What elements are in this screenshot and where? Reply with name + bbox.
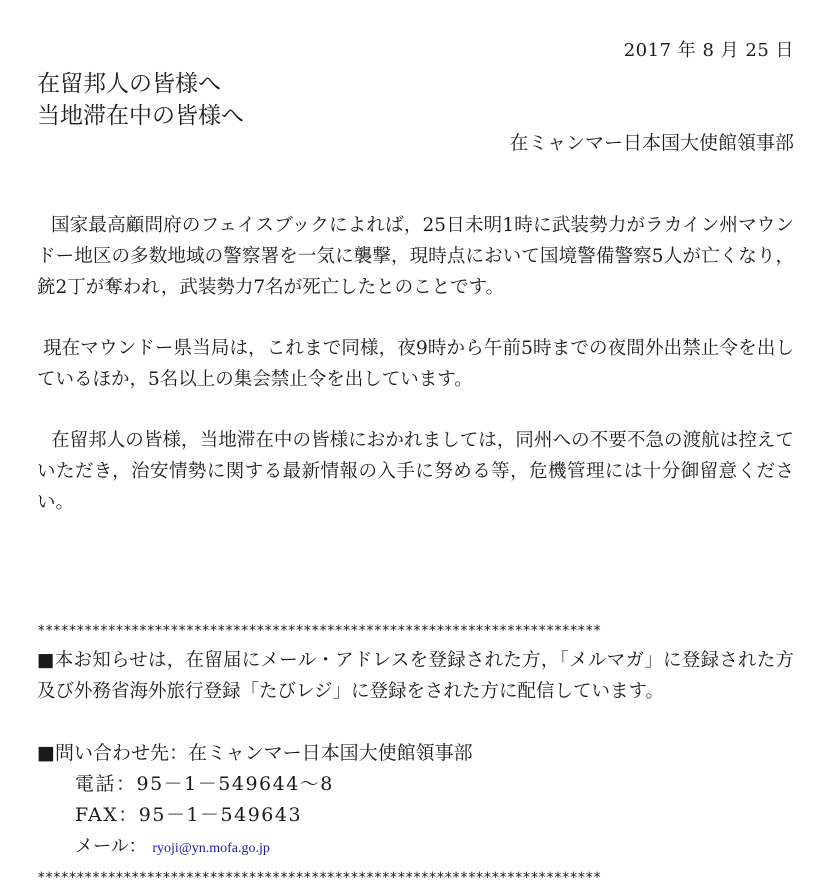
contact-fax: FAX：95－1－549643 (75, 804, 303, 826)
addressee-visitors: 当地滞在中の皆様へ (37, 103, 244, 129)
paragraph-attack-report: 国家最高顧問府のフェイスブックによれば，25日未明1時に武装勢力がラカイン州マウンドー地区の多数地域の警察署を一気に襲撃，現時点において国境警備警察5人が亡くなり，銃2丁が奪われ，武装勢力7名が死亡したとのことです。 (37, 215, 794, 298)
contact-phone: 電話：95－1－549644～8 (75, 773, 334, 795)
contact-block (37, 738, 794, 864)
notice-document (37, 0, 794, 896)
email-label: メール： (75, 836, 147, 857)
separator-top: ************************************************************************ (37, 624, 601, 638)
document-date: 2017 年 8 月 25 日 (623, 40, 794, 61)
paragraph-curfew: 現在マウンドー県当局は，これまで同様，夜9時から午前5時までの夜間外出禁止令を出しているほか，5名以上の集会禁止令を出しています。 (37, 338, 794, 390)
paragraph-travel-advice: 在留邦人の皆様，当地滞在中の皆様におかれましては，同州への不要不急の渡航は控えていただき，治安情勢に関する最新情報の入手に努める等，危機管理には十分御留意ください。 (37, 430, 794, 513)
addressee-residents: 在留邦人の皆様へ (37, 71, 221, 97)
contact-heading: ■問い合わせ先：在ミャンマー日本国大使館領事部 (37, 742, 473, 764)
separator-bottom: ************************************************************************ (37, 871, 601, 885)
distribution-notice: ■本お知らせは，在留届にメール・アドレスを登録された方，「メルマガ」に登録された方及び外務省海外旅行登録「たびレジ」に登録をされた方に配信しています。 (37, 650, 794, 702)
contact-email-row (37, 831, 794, 864)
email-link[interactable]: ryoji@yn.mofa.go.jp (152, 841, 270, 856)
addressee-block (37, 68, 487, 132)
sender-name: 在ミャンマー日本国大使館領事部 (509, 132, 794, 154)
